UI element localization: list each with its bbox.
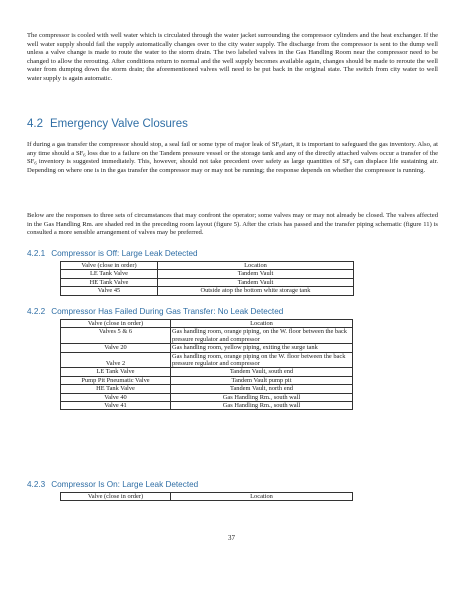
subsection-number: 4.2.1 bbox=[27, 249, 46, 258]
emergency-paragraph bbox=[27, 141, 438, 175]
table-row bbox=[61, 385, 353, 393]
text-run: loss due to a failure on the Tandem pressure vessel or the storage tank and any of the directly attached valves occur a transfer of the SF bbox=[27, 149, 438, 165]
table-row bbox=[61, 344, 353, 352]
location-cell: Outside atop the bottom white storage tank bbox=[158, 287, 354, 295]
subscript: 6 bbox=[83, 151, 86, 157]
subsection-title: Compressor is Off: Large Leak Detected bbox=[51, 249, 198, 258]
responses-paragraph: Below are the responses to three sets of circumstances that may confront the operator; some valves may or may not already be closed. The valves affected in the Gas Handling Rm. are shaded red in the preceding room layout (figure 5). After the crisis has passed and the transfer piping schematic (figure 11) is consulted a more sensible arrangement of valves may be preferred. bbox=[27, 212, 438, 236]
location-cell: Gas handling room, orange piping on the W. floor between the back pressure regulator and compressor bbox=[171, 352, 353, 368]
location-cell: Gas Handling Rm., south wall bbox=[171, 393, 353, 401]
column-header-location: Location bbox=[171, 493, 353, 501]
table-row bbox=[61, 368, 353, 376]
valve-cell: Valve 41 bbox=[61, 402, 171, 410]
table-row bbox=[61, 393, 353, 401]
valve-cell: Valve 20 bbox=[61, 344, 171, 352]
table-row bbox=[61, 352, 353, 368]
subscript: 6 bbox=[349, 160, 353, 166]
text-run: start, it is important to safeguard the gas inventory. Also, at any time should a SF bbox=[27, 141, 438, 157]
table-row bbox=[61, 402, 353, 410]
subscript: 6 bbox=[34, 160, 37, 166]
table-header-row bbox=[61, 320, 353, 328]
text-run: If during a gas transfer the compressor should stop, a seal fail or some type of major leak of SF bbox=[27, 141, 280, 148]
valve-cell: HE Tank Valve bbox=[61, 278, 158, 286]
intro-paragraph: The compressor is cooled with well water which is circulated through the water jacket surrounding the compressor cylinders and the heat exchanger. If the well water supply should fail the supply automatically changes over to the city water supply. The discharge from the compressor is sent to the dump well unless a valve change is made to route the water to the storm drain. The two labeled valves in the Gas Handling Room near the compressor need to be changed to allow the rerouting. After conditions return to normal and the well supply becomes available again, changes should be made to reroute the well water from dumping down the storm drain; the aforementioned valves will need to be put back in the original state. The switch from city water to well water supply is again automatic. bbox=[27, 32, 438, 82]
location-cell: Tandem Vault bbox=[158, 278, 354, 286]
table-row bbox=[61, 278, 354, 286]
valve-cell: Valve 45 bbox=[61, 287, 158, 295]
page-number: 37 bbox=[228, 534, 235, 542]
subsection-number: 4.2.3 bbox=[27, 480, 46, 489]
subscript: 6 bbox=[279, 143, 282, 149]
valve-table-compressor-on bbox=[60, 492, 353, 501]
section-heading-4-2 bbox=[27, 117, 188, 131]
table-row bbox=[61, 270, 354, 278]
subsection-heading-4-2-3 bbox=[27, 480, 198, 490]
table-row bbox=[61, 287, 354, 295]
subsection-heading-4-2-1 bbox=[27, 249, 198, 259]
table-header-row bbox=[61, 262, 354, 270]
table-header-row bbox=[61, 493, 353, 501]
subsection-title: Compressor Has Failed During Gas Transfer: No Leak Detected bbox=[51, 307, 284, 316]
column-header-location: Location bbox=[158, 262, 354, 270]
section-title: Emergency Valve Closures bbox=[50, 118, 188, 130]
subsection-number: 4.2.2 bbox=[27, 307, 46, 316]
valve-cell: LE Tank Valve bbox=[61, 270, 158, 278]
table-row bbox=[61, 376, 353, 384]
column-header-valve: Valve (close in order) bbox=[61, 320, 171, 328]
column-header-location: Location bbox=[171, 320, 353, 328]
location-cell: Tandem Vault, north end bbox=[171, 385, 353, 393]
valve-cell: Valve 2 bbox=[61, 352, 171, 368]
column-header-valve: Valve (close in order) bbox=[61, 262, 158, 270]
location-cell: Tandem Vault pump pit bbox=[171, 376, 353, 384]
valve-table-compressor-off bbox=[60, 261, 354, 296]
location-cell: Tandem Vault, south end bbox=[171, 368, 353, 376]
valve-table-compressor-failed bbox=[60, 319, 353, 410]
text-run: can displace life sustaining air. Depending on where one is in the gas transfer the compressor may or may not be running; the response depends on whether the compressor is running. bbox=[27, 158, 439, 174]
text-run: inventory is suggested immediately. This, however, should not take precedent over safety as large quantities of SF bbox=[36, 158, 350, 165]
valve-cell: LE Tank Valve bbox=[61, 368, 171, 376]
location-cell: Tandem Vault bbox=[158, 270, 354, 278]
location-cell: Gas Handling Rm., south wall bbox=[171, 402, 353, 410]
location-cell: Gas handling room, yellow piping, exiting the surge tank bbox=[171, 344, 353, 352]
location-cell: Gas handling room, orange piping, on the W. floor between the back pressure regulator and compressor bbox=[171, 328, 353, 344]
valve-cell: HE Tank Valve bbox=[61, 385, 171, 393]
subsection-title: Compressor Is On: Large Leak Detected bbox=[51, 480, 199, 489]
valve-cell: Valves 5 & 6 bbox=[61, 328, 171, 344]
table-row bbox=[61, 328, 353, 344]
valve-cell: Pump Pit Pneumatic Valve bbox=[61, 376, 171, 384]
section-number: 4.2 bbox=[27, 118, 43, 130]
subsection-heading-4-2-2 bbox=[27, 307, 283, 317]
valve-cell: Valve 40 bbox=[61, 393, 171, 401]
column-header-valve: Valve (close in order) bbox=[61, 493, 171, 501]
